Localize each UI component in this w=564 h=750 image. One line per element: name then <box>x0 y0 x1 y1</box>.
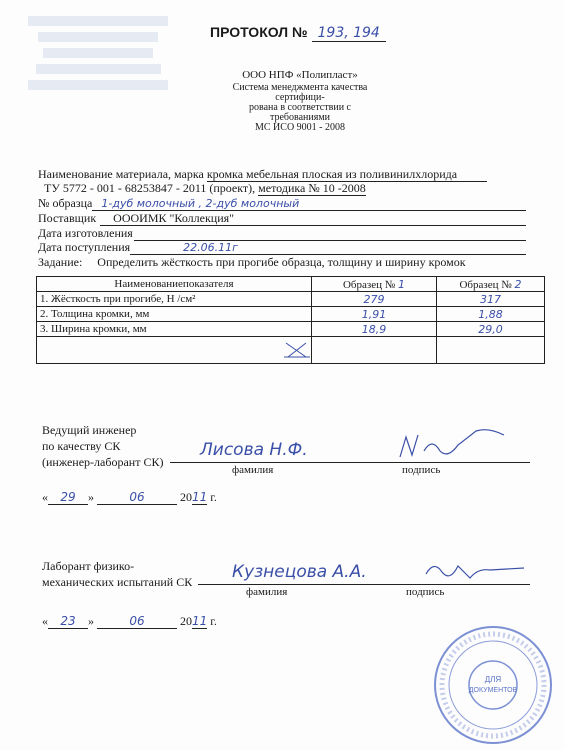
sig2-year: 11 <box>192 614 208 628</box>
made-label: Дата изготовления <box>38 226 133 240</box>
row-2-v2: 1,88 <box>437 307 545 322</box>
table-row <box>37 292 545 307</box>
sig2-line-2: механических испытаний СК <box>42 575 193 589</box>
org-name: ООО НПФ «Полипласт» <box>242 69 358 81</box>
sig1-name: Лисова Н.Ф. <box>200 440 308 460</box>
material-row <box>38 167 528 182</box>
row-3-name: 3. Ширина кромки, мм <box>37 322 312 337</box>
row-2-name: 2. Толщина кромки, мм <box>37 307 312 322</box>
sig2-line-1: Лаборант физико- <box>42 559 135 573</box>
row-4-empty-v1 <box>312 337 437 364</box>
supplier-label: Поставщик <box>38 211 97 225</box>
row-1-v2: 317 <box>437 292 545 307</box>
task-value: Определить жёсткость при прогибе образца, толщину и ширину кромок <box>97 255 466 269</box>
sig1-titles <box>42 422 163 470</box>
protocol-number: 193, 194 <box>312 25 386 42</box>
table-row <box>37 322 545 337</box>
row-4-empty-name <box>37 337 312 364</box>
supplier-underline <box>100 225 526 226</box>
received-row <box>38 240 238 255</box>
row-2-v1: 1,91 <box>312 307 437 322</box>
sig2-caption-name: фамилия <box>246 586 288 598</box>
header-sample-2-num: 2 <box>514 277 522 291</box>
sig1-day: 29 <box>48 490 88 505</box>
sig1-year-suffix: г. <box>210 490 217 504</box>
material-label: Наименование материала, марка <box>38 167 204 181</box>
sig2-year-prefix: 20 <box>180 614 192 628</box>
sig1-caption-name: фамилия <box>232 464 274 476</box>
task-label: Задание: <box>38 255 83 269</box>
sig1-line-1: Ведущий инженер <box>42 423 137 437</box>
sig1-month: 06 <box>97 490 177 505</box>
table-row <box>37 307 545 322</box>
row-3-v1: 18,9 <box>312 322 437 337</box>
protocol-title <box>210 24 386 41</box>
sig1-line-3: (инженер-лаборант СК) <box>42 455 164 469</box>
sample-label: № образца <box>38 196 93 210</box>
sig2-signature-icon <box>420 550 530 588</box>
org-line-3: МС ИСО 9001 - 2008 <box>254 122 345 133</box>
header-sample-2-label: Образец № <box>459 278 512 291</box>
faint-background-stamp <box>28 10 178 115</box>
org-line-1: Система менеджмента качества сертифици- <box>232 82 368 103</box>
sig1-date: « 29 » 06 2011 г. <box>42 490 217 504</box>
results-table <box>36 276 545 364</box>
tu-row <box>44 181 366 196</box>
header-name: Наименованиепоказателя <box>37 277 312 292</box>
row-3-v2: 29,0 <box>437 322 545 337</box>
protocol-label: ПРОТОКОЛ № <box>210 24 308 40</box>
sig2-year-suffix: г. <box>210 614 217 628</box>
header-sample-2 <box>437 277 545 292</box>
table-row-empty <box>37 337 545 364</box>
received-value: 22.06.11г <box>183 241 238 254</box>
received-label: Дата поступления <box>38 240 131 254</box>
cross-mark-icon <box>282 339 312 359</box>
header-sample-1-label: Образец № <box>342 278 396 291</box>
sample-row <box>38 196 528 211</box>
sig1-caption-sign: подпись <box>402 464 441 476</box>
sig2-caption-sign: подпись <box>406 586 445 598</box>
sig2-day: 23 <box>48 614 88 629</box>
org-line-2: рована в соответствии с требованиями <box>249 102 351 123</box>
header-sample-1-num: 1 <box>398 277 406 291</box>
supplier-row <box>38 211 234 226</box>
table-header-row <box>37 277 545 292</box>
sig1-line-2: по качеству СК <box>42 439 121 453</box>
seal-center-text-1: ДЛЯ <box>484 675 502 684</box>
row-1-name: 1. Жёсткость при прогибе, Н /см² <box>37 292 312 307</box>
tu-text: ТУ 5772 - 001 - 68253847 - 2011 (проект), <box>44 181 256 195</box>
sample-value: 1-дуб молочный , 2-дуб молочный <box>101 197 300 210</box>
round-seal-icon <box>430 622 556 748</box>
row-4-empty-v2 <box>437 337 545 364</box>
material-value: кромка мебельная плоская из поливинилхлорида <box>207 167 487 182</box>
row-1-v1: 279 <box>312 292 437 307</box>
sig2-name: Кузнецова А.А. <box>232 562 367 582</box>
method-text: методика № 10 -2008 <box>258 181 366 195</box>
sig2-month: 06 <box>97 614 177 629</box>
supplier-value: ОООИМК "Коллекция" <box>113 211 235 225</box>
sig1-year-prefix: 20 <box>180 490 192 504</box>
sig2-date: « 23 » 06 2011 г. <box>42 614 217 628</box>
org-block <box>220 70 380 133</box>
seal-center-text-2: ДОКУМЕНТОВ <box>468 687 518 694</box>
sig2-titles <box>42 558 192 590</box>
task-row <box>38 255 466 270</box>
sig1-year: 11 <box>192 490 208 504</box>
sig1-signature-icon <box>392 425 512 465</box>
header-sample-1 <box>312 277 437 292</box>
